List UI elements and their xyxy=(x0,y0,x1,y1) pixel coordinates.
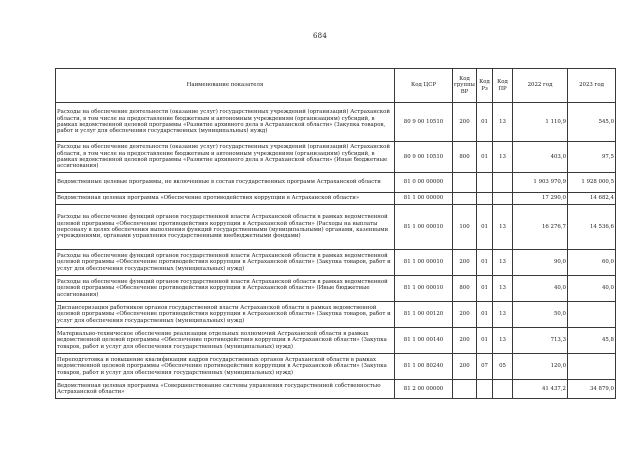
table-row xyxy=(56,354,616,380)
table-body xyxy=(56,103,616,399)
row-2022: 40,0 xyxy=(513,276,568,302)
row-2022: 120,0 xyxy=(513,354,568,380)
header-2022: 2022 год xyxy=(513,69,568,103)
row-rz: 01 xyxy=(477,328,493,354)
row-csr: 81 1 00 00010 xyxy=(395,250,453,276)
row-pr xyxy=(493,193,513,205)
row-pr xyxy=(493,173,513,193)
row-vr: 200 xyxy=(453,328,477,354)
row-pr: 13 xyxy=(493,142,513,173)
row-csr: 80 9 00 10510 xyxy=(395,103,453,142)
row-name: Расходы на обеспечение деятельности (оказание услуг) государственных учреждений (организаций) Астраханской области, в том числе на предоставление бюджетным и автономным учреждениям (организациям) субсидий, в рамках ведомственной целевой программы «Развитие архивного дела в Астраханской области» (Иные бюджетные ассигнования) xyxy=(56,142,395,173)
row-rz: 01 xyxy=(477,302,493,328)
row-rz: 01 xyxy=(477,276,493,302)
row-2023 xyxy=(568,302,616,328)
table-row xyxy=(56,173,616,193)
row-2023: 40,0 xyxy=(568,276,616,302)
row-2023: 45,8 xyxy=(568,328,616,354)
row-pr: 05 xyxy=(493,354,513,380)
table-row xyxy=(56,193,616,205)
row-rz: 01 xyxy=(477,103,493,142)
row-rz xyxy=(477,380,493,399)
table-row xyxy=(56,205,616,250)
row-rz: 01 xyxy=(477,142,493,173)
row-pr: 13 xyxy=(493,103,513,142)
page-number: 684 xyxy=(313,32,327,40)
row-name: Расходы на обеспечение функций органов государственной власти Астраханской области в рамках ведомственной целевой программы «Обеспечение противодействия коррупции в Астраханской области» (Расходы на выплаты персоналу в целях обеспечения выполнения функций государственными (муниципальными) органами, казенными учреждениями, органами управления государственными внебюджетными фондами) xyxy=(56,205,395,250)
row-vr xyxy=(453,380,477,399)
table-row xyxy=(56,103,616,142)
row-rz: 01 xyxy=(477,205,493,250)
row-name: Расходы на обеспечение функций органов государственной власти Астраханской области в рамках ведомственной целевой программы «Обеспечение противодействия коррупции в Астраханской области» (Иные бюджетные ассигнования) xyxy=(56,276,395,302)
row-2022: 713,3 xyxy=(513,328,568,354)
row-rz: 07 xyxy=(477,354,493,380)
row-2023: 14 682,4 xyxy=(568,193,616,205)
row-pr: 13 xyxy=(493,302,513,328)
row-2023: 60,0 xyxy=(568,250,616,276)
header-csr: Код ЦСР xyxy=(395,69,453,103)
row-csr: 81 1 00 00140 xyxy=(395,328,453,354)
row-name: Ведомственная целевая программа «Совершенствование системы управления государственной собственностью Астраханской области» xyxy=(56,380,395,399)
row-csr: 81 0 00 00000 xyxy=(395,173,453,193)
row-name: Расходы на обеспечение функций органов государственной власти Астраханской области в рамках ведомственной целевой программы «Обеспечение противодействия коррупции в Астраханской области» (Закупка товаров, работ и услуг для обеспечения государственных (муниципальных) нужд) xyxy=(56,250,395,276)
table-row xyxy=(56,380,616,399)
row-vr: 100 xyxy=(453,205,477,250)
row-csr: 81 1 00 00120 xyxy=(395,302,453,328)
row-pr: 13 xyxy=(493,328,513,354)
row-csr: 81 1 00 00010 xyxy=(395,205,453,250)
budget-table xyxy=(55,68,616,399)
row-name: Диспансеризация работников органов государственной власти Астраханской области в рамках ведомственной целевой программы «Обеспечение противодействия коррупции в Астраханской области» (Закупка товаров, работ и услуг для обеспечения государственных (муниципальных) нужд) xyxy=(56,302,395,328)
row-vr: 200 xyxy=(453,250,477,276)
row-2022: 1 903 970,9 xyxy=(513,173,568,193)
row-name: Переподготовка и повышение квалификации кадров государственных органов Астраханской области в рамках ведомственной целевой программы «Обеспечение противодействия коррупции в Астраханской области» (Закупка товаров, работ и услуг для обеспечения государственных (муниципальных) нужд) xyxy=(56,354,395,380)
row-csr: 81 1 00 00010 xyxy=(395,276,453,302)
row-2023: 545,0 xyxy=(568,103,616,142)
row-2022: 1 110,9 xyxy=(513,103,568,142)
header-vr: Код группы ВР xyxy=(453,69,477,103)
header-2023: 2023 год xyxy=(568,69,616,103)
row-pr xyxy=(493,380,513,399)
row-name: Материально-техническое обеспечение реализации отдельных полномочий Астраханской области в рамках ведомственной целевой программы «Обеспечение противодействия коррупции в Астраханской области» (Закупка товаров, работ и услуг для обеспечения государственных (муниципальных) нужд) xyxy=(56,328,395,354)
row-2023: 97,5 xyxy=(568,142,616,173)
row-csr: 81 1 00 80240 xyxy=(395,354,453,380)
row-vr: 800 xyxy=(453,142,477,173)
row-2022: 50,0 xyxy=(513,302,568,328)
table-row xyxy=(56,142,616,173)
table-header xyxy=(56,69,616,103)
row-vr: 200 xyxy=(453,103,477,142)
row-rz xyxy=(477,173,493,193)
row-2023: 1 928 000,5 xyxy=(568,173,616,193)
row-pr: 13 xyxy=(493,276,513,302)
row-vr xyxy=(453,173,477,193)
row-2022: 41 437,2 xyxy=(513,380,568,399)
table-row xyxy=(56,328,616,354)
row-csr: 81 1 00 00000 xyxy=(395,193,453,205)
row-name: Ведомственная целевая программа «Обеспечение противодействия коррупции в Астраханской области» xyxy=(56,193,395,205)
row-2023: 14 536,6 xyxy=(568,205,616,250)
table-row xyxy=(56,250,616,276)
row-2022: 403,0 xyxy=(513,142,568,173)
row-name: Расходы на обеспечение деятельности (оказание услуг) государственных учреждений (организаций) Астраханской области, в том числе на предоставление бюджетным и автономным учреждениям (организациям) субсидий, в рамках ведомственной целевой программы «Развитие архивного дела в Астраханской области» (Закупка товаров, работ и услуг для обеспечения государственных (муниципальных) нужд) xyxy=(56,103,395,142)
row-rz xyxy=(477,193,493,205)
header-name: Наименование показателя xyxy=(56,69,395,103)
row-2023 xyxy=(568,354,616,380)
table-row xyxy=(56,276,616,302)
row-vr: 200 xyxy=(453,354,477,380)
row-pr: 13 xyxy=(493,250,513,276)
table-row xyxy=(56,302,616,328)
row-rz: 01 xyxy=(477,250,493,276)
row-vr: 200 xyxy=(453,302,477,328)
header-pr: Код ПР xyxy=(493,69,513,103)
row-vr: 800 xyxy=(453,276,477,302)
row-2022: 17 290,0 xyxy=(513,193,568,205)
row-2022: 16 276,7 xyxy=(513,205,568,250)
row-pr: 13 xyxy=(493,205,513,250)
row-csr: 81 2 00 00000 xyxy=(395,380,453,399)
row-2023: 34 879,0 xyxy=(568,380,616,399)
row-2022: 90,0 xyxy=(513,250,568,276)
row-vr xyxy=(453,193,477,205)
header-rz: Код Рз xyxy=(477,69,493,103)
row-csr: 80 9 00 10510 xyxy=(395,142,453,173)
row-name: Ведомственные целевые программы, не включенные в состав государственных программ Астраханской области xyxy=(56,173,395,193)
